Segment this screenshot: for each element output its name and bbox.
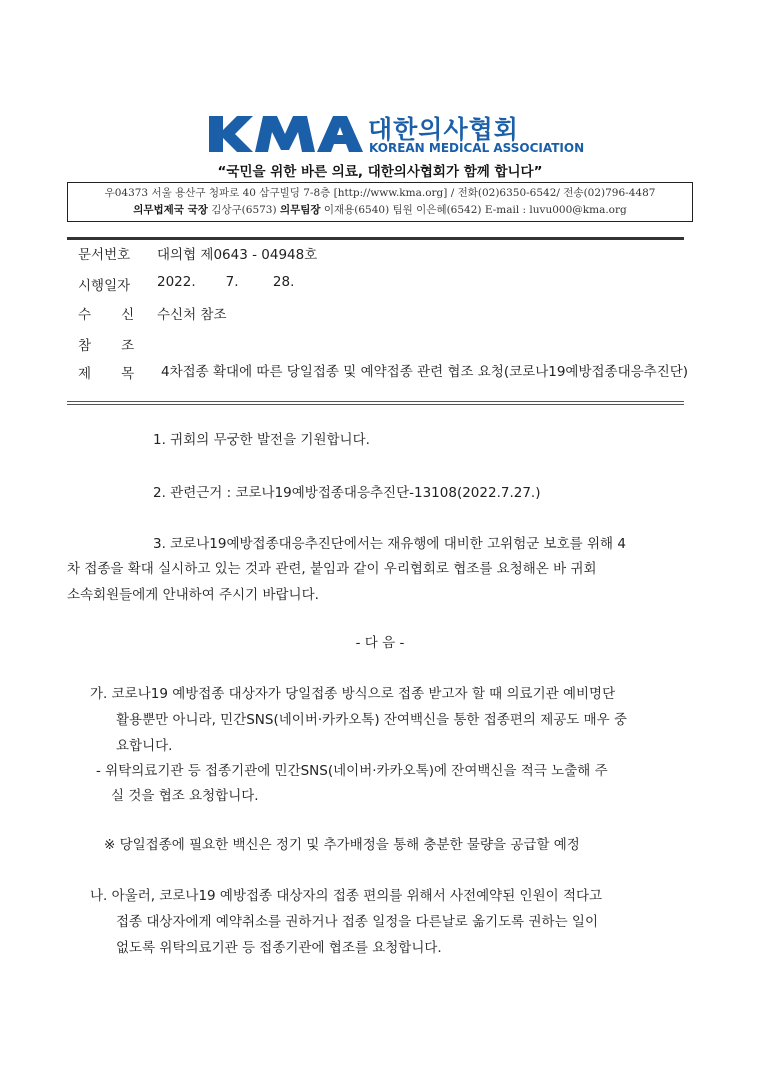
slogan: “국민을 위한 바른 의료, 대한의사협회가 함께 합니다”: [217, 164, 543, 180]
subject-value: 4차접종 확대에 따른 당일접종 및 예약접종 관련 협조 요청(코로나19예방접종대응추진단): [161, 364, 689, 380]
contact-box: [67, 182, 693, 222]
doc-number-value: 대의협 제0643 - 04948호: [157, 247, 318, 263]
team-members: 이재용(6540) 팀원 이은혜(6542) E-mail : luvu000@kma.org: [320, 204, 627, 216]
doc-number-label: 문서번호: [78, 247, 131, 263]
paragraph-3-line-2: 차 접종을 확대 실시하고 있는 것과 관련, 붙임과 같이 우리협회로 협조를 요청해온 바 귀회: [67, 561, 597, 577]
meta-bottom-rule-1: [67, 401, 684, 402]
note-line: ※ 당일접종에 필요한 백신은 정기 및 추가배정을 통해 충분한 물량을 공급할 예정: [104, 837, 580, 853]
meta-bottom-rule-2: [67, 404, 684, 405]
recipient-label: 수 신: [78, 307, 135, 323]
item-dash-line-2: 실 것을 협조 요청합니다.: [111, 788, 259, 804]
paragraph-2: 2. 관련근거 : 코로나19예방접종대응추진단-13108(2022.7.27.): [153, 485, 541, 501]
meta-top-rule: [67, 237, 684, 240]
item-na-line-1: 나. 아울러, 코로나19 예방접종 대상자의 접종 편의를 위해서 사전예약된 인원이 적다고: [90, 888, 603, 904]
next-heading: - 다 음 -: [355, 635, 405, 651]
dept-person: 김상구(6573): [207, 204, 280, 216]
org-english-name: KOREAN MEDICAL ASSOCIATION: [369, 141, 585, 155]
item-ga-line-3: 요합니다.: [116, 738, 173, 754]
subject-label: 제 목: [78, 366, 135, 382]
item-na-line-2: 접종 대상자에게 예약취소를 권하거나 접종 일정을 다른날로 옮기도록 권하는 일이: [116, 914, 599, 930]
item-na-line-3: 없도록 위탁의료기관 등 접종기관에 협조를 요청합니다.: [116, 940, 442, 956]
contact-address-line: 우04373 서울 용산구 청파로 40 삼구빌딩 7-8층 [http://www.kma.org] / 전화(02)6350-6542/ 전송(02)796-4487: [104, 187, 656, 199]
item-ga-line-1: 가. 코로나19 예방접종 대상자가 당일접종 방식으로 접종 받고자 할 때 의료기관 예비명단: [90, 686, 616, 702]
org-korean-name: 대한의사협회: [368, 115, 519, 144]
item-dash-line-1: - 위탁의료기관 등 접종기관에 민간SNS(네이버·카카오톡)에 잔여백신을 적극 노출해 주: [96, 763, 608, 779]
item-ga-line-2: 활용뿐만 아니라, 민간SNS(네이버·카카오톡) 잔여백신을 통한 접종편의 제공도 매우 중: [116, 712, 628, 728]
team-label: 의무팀장: [279, 204, 321, 216]
contact-staff-line: [68, 202, 692, 219]
reference-label: 참 조: [78, 338, 135, 354]
paragraph-3-line-1: 3. 코로나19예방접종대응추진단에서는 재유행에 대비한 고위험군 보호를 위해 4: [153, 536, 626, 552]
date-label: 시행일자: [78, 278, 131, 294]
dept-label: 의무법제국 국장: [133, 204, 208, 216]
kma-logo-mark: [207, 112, 367, 156]
paragraph-3-line-3: 소속회원들에게 안내하여 주시기 바랍니다.: [67, 587, 319, 603]
date-value: 2022. 7. 28.: [157, 274, 295, 290]
recipient-value: 수신처 참조: [157, 307, 227, 323]
paragraph-1: 1. 귀회의 무궁한 발전을 기원합니다.: [153, 432, 370, 448]
